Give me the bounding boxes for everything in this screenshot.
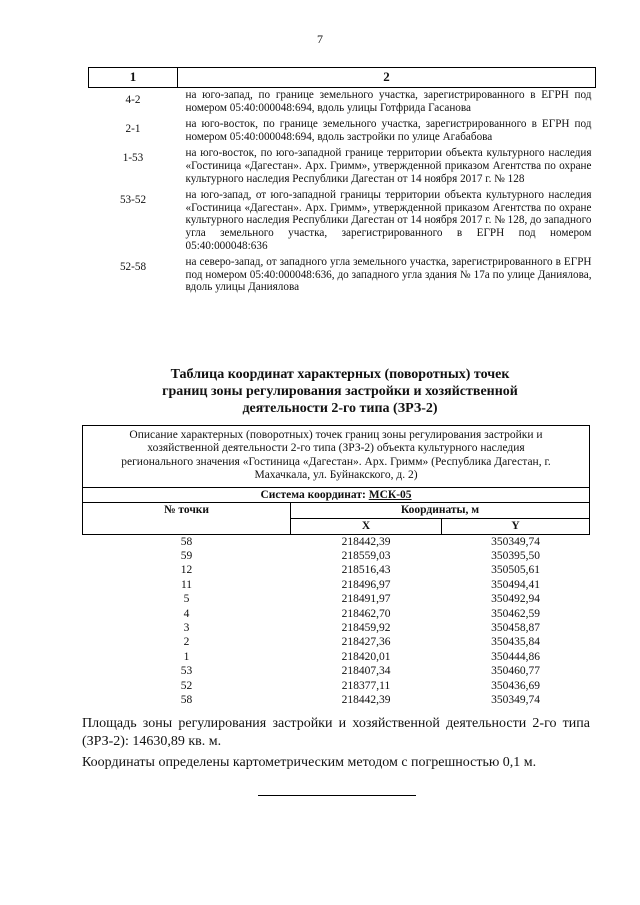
signature-line bbox=[258, 795, 416, 796]
x-value: 218442,39 bbox=[341, 694, 391, 707]
section-title-line: границ зоны регулирования застройки и хозяйственной bbox=[162, 384, 518, 399]
point-number: 5 bbox=[183, 593, 190, 606]
point-number: 1 bbox=[183, 650, 190, 663]
y-value: 350462,59 bbox=[491, 607, 540, 620]
x-value: 218496,97 bbox=[341, 578, 391, 591]
y-value: 350395,50 bbox=[491, 550, 540, 563]
point-number-header: № точки bbox=[83, 502, 291, 534]
x-value: 218462,70 bbox=[341, 607, 391, 620]
route-segment: 53-52 bbox=[119, 194, 147, 207]
route-header-col2: 2 bbox=[178, 68, 596, 88]
y-value: 350349,74 bbox=[491, 535, 540, 548]
point-number: 59 bbox=[180, 550, 193, 563]
coordinates-description: Описание характерных (поворотных) точек границ зоны регулирования застройки и хозяйственной деятельности 2-го типа (ЗРЗ-2) объекта культурного наследия регионального значения «Гостиница «Дагестан». Арх. Гримм» (Республика Дагестан, г. Махачкала, ул. Буйнакского, д. 2) bbox=[82, 425, 590, 487]
route-segment: 1-53 bbox=[122, 152, 144, 165]
y-value: 350444,86 bbox=[491, 650, 540, 663]
x-value: 218459,92 bbox=[341, 622, 391, 635]
y-value: 350436,69 bbox=[491, 679, 540, 692]
coordinates-table-block bbox=[82, 425, 590, 708]
point-number: 58 bbox=[180, 535, 193, 548]
x-value: 218491,97 bbox=[341, 593, 391, 606]
coordinate-row bbox=[83, 578, 590, 592]
route-text: на юго-запад, по границе земельного участка, зарегистрированного в ЕГРН под номером 05:40:000048:694, вдоль улицы Готфрида Гасанова bbox=[185, 89, 592, 114]
point-number: 4 bbox=[183, 607, 190, 620]
x-value: 218427,36 bbox=[341, 636, 391, 649]
x-value: 218516,43 bbox=[341, 564, 391, 577]
y-value: 350349,74 bbox=[491, 694, 540, 707]
point-number: 52 bbox=[180, 679, 193, 692]
route-table-body bbox=[89, 88, 596, 297]
section-title bbox=[100, 366, 580, 417]
coordinate-row bbox=[83, 534, 590, 549]
coordinates-table-body bbox=[83, 534, 590, 707]
x-value: 218407,34 bbox=[341, 665, 391, 678]
coordinates-header-row bbox=[83, 502, 590, 518]
x-value: 218420,01 bbox=[341, 650, 391, 663]
route-row bbox=[89, 117, 596, 146]
coordinate-system-value: МСК-05 bbox=[368, 488, 412, 501]
method-statement: Координаты определены картометрическим методом с погрешностью 0,1 м. bbox=[82, 755, 537, 770]
x-value: 218559,03 bbox=[341, 550, 391, 563]
route-segment: 4-2 bbox=[125, 94, 141, 106]
coordinate-row bbox=[83, 650, 590, 664]
route-segment: 52-58 bbox=[119, 261, 147, 274]
route-description-table bbox=[88, 67, 596, 297]
coordinate-row bbox=[83, 607, 590, 621]
route-row bbox=[89, 88, 596, 118]
route-text: на юго-запад, от юго-западной границы территории объекта культурного наследия «Гостиница «Дагестан». Арх. Гримм», утвержденной приказом Агентства по охране культурного наследия Республики Дагестан от 14 ноября 2017 г. № 128, до западного угла земельного участка, зарегистрированного в ЕГРН под номером 05:40:000048:636 bbox=[185, 189, 592, 252]
x-value: 218442,39 bbox=[341, 535, 391, 548]
y-value: 350494,41 bbox=[491, 578, 540, 591]
section-title-line: деятельности 2-го типа (ЗРЗ-2) bbox=[242, 401, 438, 416]
area-statement: Площадь зоны регулирования застройки и хозяйственной деятельности 2-го типа (ЗРЗ-2): 14630,89 кв. м. bbox=[82, 716, 590, 749]
route-row bbox=[89, 146, 596, 188]
page-number: 7 bbox=[317, 32, 323, 46]
section-title-line: Таблица координат характерных (поворотных) точек bbox=[170, 367, 510, 382]
x-header: X bbox=[291, 518, 442, 534]
route-text: на северо-запад, от западного угла земельного участка, зарегистрированного в ЕГРН под номером 05:40:000048:636, до западного угла здания № 17а по улице Даниялова, вдоль улицы Даниялова bbox=[185, 256, 592, 294]
coordinate-row bbox=[83, 549, 590, 563]
y-value: 350435,84 bbox=[491, 636, 540, 649]
y-value: 350492,94 bbox=[491, 593, 540, 606]
point-number: 2 bbox=[183, 636, 190, 649]
summary-block bbox=[82, 715, 590, 772]
route-row bbox=[89, 188, 596, 255]
point-number: 3 bbox=[183, 622, 190, 635]
coordinates-header: Координаты, м bbox=[291, 502, 590, 518]
y-value: 350505,61 bbox=[491, 564, 540, 577]
coordinate-row bbox=[83, 563, 590, 577]
route-segment: 2-1 bbox=[125, 123, 141, 136]
coordinate-row bbox=[83, 635, 590, 649]
point-number: 53 bbox=[180, 665, 193, 678]
y-value: 350460,77 bbox=[491, 665, 540, 678]
route-header-col1: 1 bbox=[89, 68, 178, 88]
route-text: на юго-восток, по юго-западной границе территории объекта культурного наследия «Гостиница «Дагестан». Арх. Гримм», утвержденной приказом Агентства по охране культурного наследия Республики Дагестан от 14 ноября 2017 г. № 128 bbox=[185, 147, 592, 185]
coordinate-row bbox=[83, 693, 590, 707]
coordinate-row bbox=[83, 679, 590, 693]
y-header: Y bbox=[442, 518, 590, 534]
coordinate-row bbox=[83, 592, 590, 606]
coordinate-system-label: Система координат: bbox=[260, 488, 366, 501]
coordinate-system-row bbox=[83, 487, 590, 502]
point-number: 12 bbox=[180, 564, 193, 577]
coordinates-table bbox=[82, 487, 590, 708]
route-table-header bbox=[89, 68, 596, 88]
point-number: 58 bbox=[180, 694, 193, 707]
route-text: на юго-восток, по границе земельного участка, зарегистрированного в ЕГРН под номером 05:40:000048:694, вдоль застройки по улице Агабабова bbox=[185, 118, 592, 143]
x-value: 218377,11 bbox=[341, 679, 391, 692]
route-row bbox=[89, 255, 596, 297]
point-number: 11 bbox=[180, 578, 193, 591]
coordinate-row bbox=[83, 621, 590, 635]
coordinate-row bbox=[83, 664, 590, 678]
y-value: 350458,87 bbox=[491, 622, 540, 635]
